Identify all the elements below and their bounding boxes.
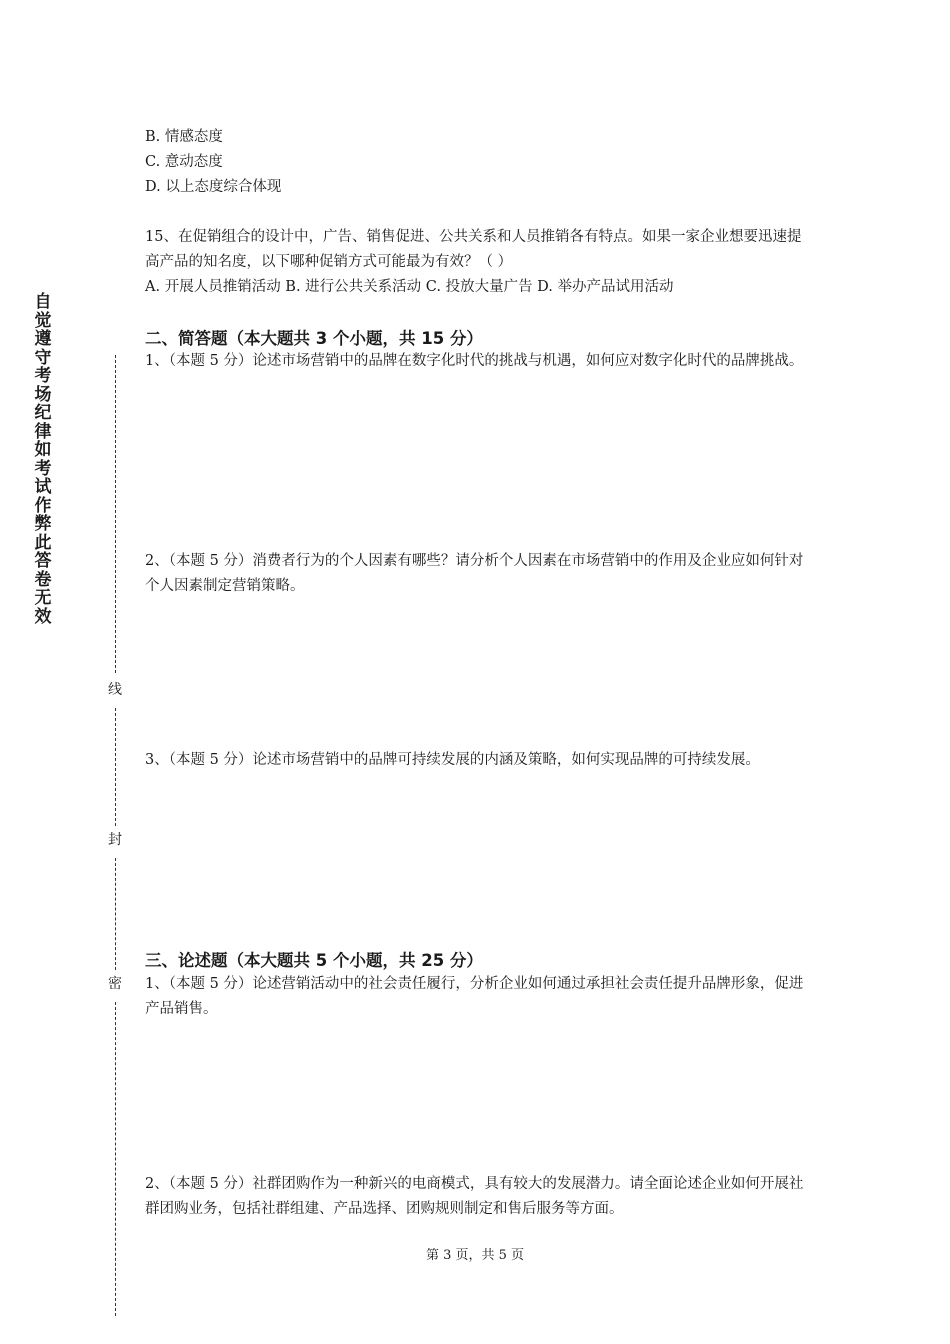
option-d: D. 以上态度综合体现 [145, 179, 282, 195]
seal-dashed-line-middle [115, 708, 116, 826]
section-2-question-2: 2、（本题 5 分）消费者行为的个人因素有哪些？请分析个人因素在市场营销中的作用及企业应如何针对个人因素制定营销策略。 [145, 553, 804, 594]
section-3-question-1: 1、（本题 5 分）论述营销活动中的社会责任履行，分析企业如何通过承担社会责任提升品牌形象，促进产品销售。 [145, 976, 804, 1017]
seal-label-line: 线 [108, 682, 122, 698]
question-15-stem: 15、在促销组合的设计中，广告、销售促进、公共关系和人员推销各有特点。如果一家企业想要迅速提高产品的知名度，以下哪种促销方式可能最为有效？（ ） [145, 229, 802, 270]
seal-dashed-line-lower [115, 858, 116, 970]
seal-label-secret: 密 [108, 976, 122, 992]
section-2-question-1: 1、（本题 5 分）论述市场营销中的品牌在数字化时代的挑战与机遇，如何应对数字化时代的品牌挑战。 [145, 353, 804, 369]
seal-dashed-line-top [115, 355, 116, 673]
option-b: B. 情感态度 [145, 129, 223, 145]
question-15-options: A. 开展人员推销活动 B. 进行公共关系活动 C. 投放大量广告 D. 举办产品试用活动 [145, 279, 674, 295]
exam-discipline-notice: 自觉遵守考场纪律如考试作弊此答卷无效 [34, 292, 52, 627]
section-3-title: 三、论述题（本大题共 5 个小题，共 25 分） [145, 951, 483, 970]
option-c: C. 意动态度 [145, 154, 223, 170]
seal-dashed-line-bottom [115, 1002, 116, 1316]
page-number: 第 3 页，共 5 页 [425, 1248, 525, 1263]
section-2-title: 二、简答题（本大题共 3 个小题，共 15 分） [145, 329, 483, 348]
seal-label-seal: 封 [108, 832, 122, 848]
section-3-question-2: 2、（本题 5 分）社群团购作为一种新兴的电商模式，具有较大的发展潜力。请全面论述企业如何开展社群团购业务，包括社群组建、产品选择、团购规则制定和售后服务等方面。 [145, 1176, 804, 1217]
section-2-question-3: 3、（本题 5 分）论述市场营销中的品牌可持续发展的内涵及策略，如何实现品牌的可持续发展。 [145, 752, 760, 768]
